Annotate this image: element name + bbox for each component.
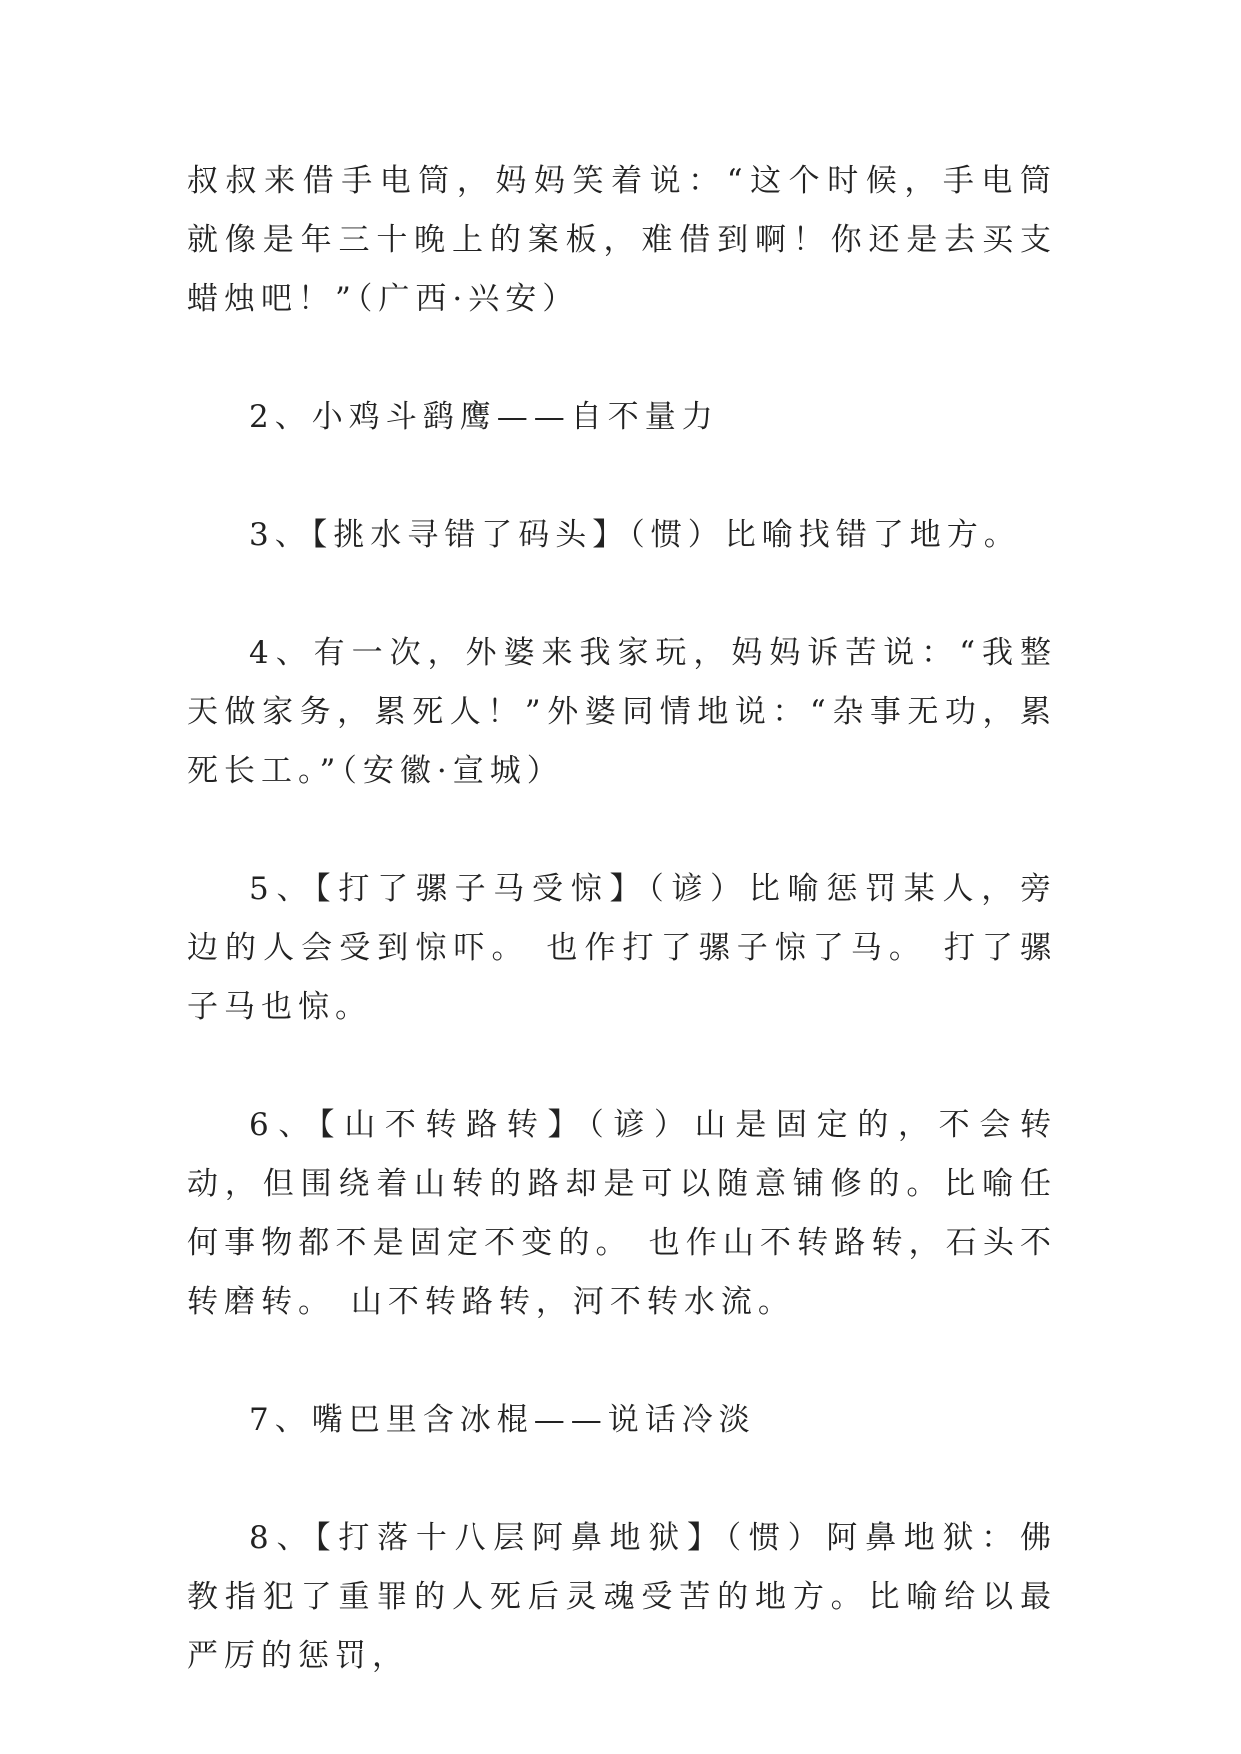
paragraph-item-4: 4、有一次，外婆来我家玩，妈妈诉苦说：“我整天做家务，累死人！”外婆同情地说：“杂事无功，累死长工。”（安徽·宣城）: [187, 635, 1057, 789]
document-body: [187, 152, 1057, 1686]
paragraph-item-2: 2、小鸡斗鹞鹰——自不量力: [249, 399, 719, 435]
paragraph-continuation: 叔叔来借手电筒，妈妈笑着说：“这个时候，手电筒就像是年三十晚上的案板，难借到啊！你还是去买支蜡烛吧！”（广西·兴安）: [187, 163, 1057, 317]
paragraph-item-8: 8、【打落十八层阿鼻地狱】（惯）阿鼻地狱：佛教指犯了重罪的人死后灵魂受苦的地方。比喻给以最严厉的惩罚，: [187, 1520, 1057, 1674]
paragraph-item-3: 3、【挑水寻错了码头】（惯）比喻找错了地方。: [249, 517, 1021, 553]
paragraph-item-5: 5、【打了骡子马受惊】（谚）比喻惩罚某人，旁边的人会受到惊吓。 也作打了骡子惊了马。 打了骡子马也惊。: [187, 871, 1057, 1025]
paragraph-item-7: 7、嘴巴里含冰棍——说话冷淡: [249, 1402, 756, 1438]
paragraph-item-6: 6、【山不转路转】（谚）山是固定的，不会转动，但围绕着山转的路却是可以随意铺修的。比喻任何事物都不是固定不变的。 也作山不转路转，石头不转磨转。 山不转路转，河不转水流。: [187, 1107, 1057, 1320]
